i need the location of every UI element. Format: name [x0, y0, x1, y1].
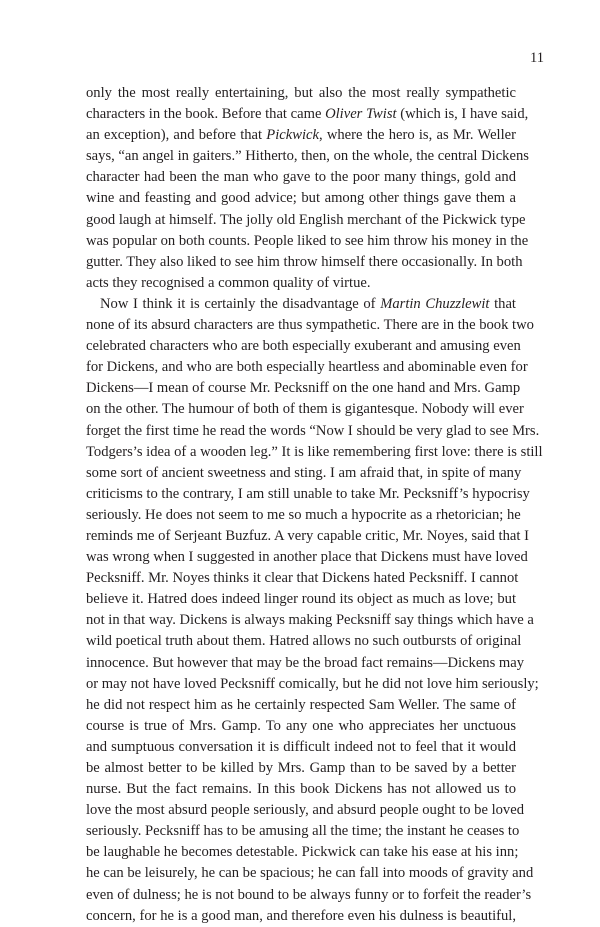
text-line [86, 589, 516, 610]
text-line [86, 252, 523, 273]
text-run: wine and feasting and good advice; but among other things gave them a [86, 190, 516, 207]
text-line [86, 631, 522, 652]
text-line [86, 104, 529, 125]
text-line [86, 357, 528, 378]
text-line [86, 188, 516, 209]
text-line [86, 758, 516, 779]
text-line [86, 800, 524, 821]
text-line [86, 442, 543, 463]
text-line [86, 842, 519, 863]
italic-title: Oliver Twist [325, 106, 397, 123]
italic-title: Martin Chuzzlewit [380, 295, 490, 312]
text-run: celebrated characters who are both especially exuberant and amusing even [86, 338, 521, 355]
text-run: some sort of ancient sweetness and sting. I am afraid that, in spite of many [86, 464, 522, 481]
text-run: believe it. Hatred does indeed linger round its object as much as love; but [86, 591, 516, 608]
text-line [86, 463, 522, 484]
text-line [86, 716, 516, 737]
text-run: Now I think it is certainly the disadvantage of [100, 295, 381, 312]
text-run: acts they recognised a common quality of virtue. [86, 274, 371, 291]
text-run: be laughable he becomes detestable. Pickwick can take his ease at his inn; [86, 844, 519, 861]
text-line [86, 336, 521, 357]
text-line [86, 547, 528, 568]
text-run: not in that way. Dickens is always making Pecksniff say things which have a [86, 612, 534, 629]
text-run: character had been the man who gave to the poor many things, gold and [86, 169, 516, 186]
text-line [86, 610, 534, 631]
page-number: 11 [530, 50, 544, 66]
text-run: be almost better to be killed by Mrs. Gamp than to be saved by a better [86, 760, 516, 776]
text-line [86, 526, 529, 547]
text-run: only the most really entertaining, but also the most really sympathetic [86, 85, 516, 101]
text-run: course is true of Mrs. Gamp. To any one who appreciates her unctuous [86, 717, 516, 734]
text-line [86, 505, 521, 526]
text-run: even of dulness; he is not bound to be always funny or to forfeit the reader’s [86, 886, 532, 903]
text-run: was wrong when I suggested in another place that Dickens must have loved [86, 549, 528, 566]
text-line [86, 863, 534, 884]
text-line [86, 821, 520, 842]
text-run: forget the first time he read the words “Now I should be very glad to see Mrs. [86, 422, 540, 439]
text-run: concern, for he is a good man, and therefore even his dulness is beautiful, [86, 907, 516, 924]
text-run: says, “an angel in gaiters.” Hitherto, then, on the whole, the central Dickens [86, 148, 529, 165]
text-run: and sumptuous conversation it is difficult indeed not to feel that it would [86, 738, 516, 755]
text-line [86, 167, 516, 188]
text-run: , where the hero is, as Mr. Weller [318, 127, 516, 144]
text-line [86, 83, 516, 104]
text-line [86, 125, 516, 146]
text-line [86, 653, 525, 674]
text-run: none of its absurd characters are thus sympathetic. There are in the book two [86, 317, 534, 334]
text-line [86, 906, 516, 927]
text-run: an exception), and before that [86, 127, 267, 144]
text-line [86, 779, 516, 800]
text-run: (which is, I have said, [396, 106, 529, 123]
text-run: he can be leisurely, he can be spacious; he can fall into moods of gravity and [86, 865, 534, 882]
text-line [86, 674, 539, 695]
text-run: characters in the book. Before that came [86, 106, 326, 123]
paragraph [86, 294, 543, 927]
text-run: that [489, 295, 516, 312]
text-line [86, 378, 521, 399]
text-run: wild poetical truth about them. Hatred allows no such outbursts of original [86, 633, 522, 650]
text-run: gutter. They also liked to see him throw himself there occasionally. In both [86, 253, 523, 270]
text-run: on the other. The humour of both of them is gigantesque. Nobody will ever [86, 401, 524, 418]
text-line [86, 695, 516, 716]
text-run: he did not respect him as he certainly respected Sam Weller. The same of [86, 696, 516, 713]
text-line [86, 421, 540, 442]
text-line [86, 737, 516, 758]
text-run: nurse. But the fact remains. In this book Dickens has not allowed us to [86, 781, 516, 798]
body-text [86, 83, 543, 927]
text-line [86, 399, 524, 420]
text-run: love the most absurd people seriously, and absurd people ought to be loved [86, 802, 524, 819]
text-run: seriously. Pecksniff has to be amusing all the time; the instant he ceases to [86, 823, 520, 840]
text-run: Todgers’s idea of a wooden leg.” It is like remembering first love: there is still [86, 443, 543, 460]
text-run: or may not have loved Pecksniff comically, but he did not love him seriously; [86, 675, 539, 692]
text-line [86, 568, 519, 589]
text-line [86, 484, 530, 505]
text-run: innocence. But however that may be the broad fact remains—Dickens may [86, 654, 525, 671]
text-run: for Dickens, and who are both especially heartless and abominable even for [86, 359, 528, 376]
text-line [86, 315, 534, 336]
text-line [86, 885, 532, 906]
text-run: Pecksniff. Mr. Noyes thinks it clear that Dickens hated Pecksniff. I cannot [86, 570, 519, 587]
text-line [86, 210, 526, 231]
text-run: reminds me of Serjeant Buzfuz. A very capable critic, Mr. Noyes, said that I [86, 527, 529, 544]
text-run: seriously. He does not seem to me so much a hypocrite as a rhetorician; he [86, 506, 521, 523]
paragraph [86, 83, 529, 294]
text-line [86, 273, 516, 294]
italic-title: Pickwick [266, 127, 319, 144]
text-run: criticisms to the contrary, I am still unable to take Mr. Pecksniff’s hypocrisy [86, 485, 530, 502]
text-run: was popular on both counts. People liked to see him throw his money in the [86, 232, 529, 249]
text-run: good laugh at himself. The jolly old English merchant of the Pickwick type [86, 211, 526, 228]
text-line [86, 231, 529, 252]
text-line [86, 146, 529, 167]
text-run: Dickens—I mean of course Mr. Pecksniff on the one hand and Mrs. Gamp [86, 380, 521, 397]
text-line [86, 294, 516, 315]
